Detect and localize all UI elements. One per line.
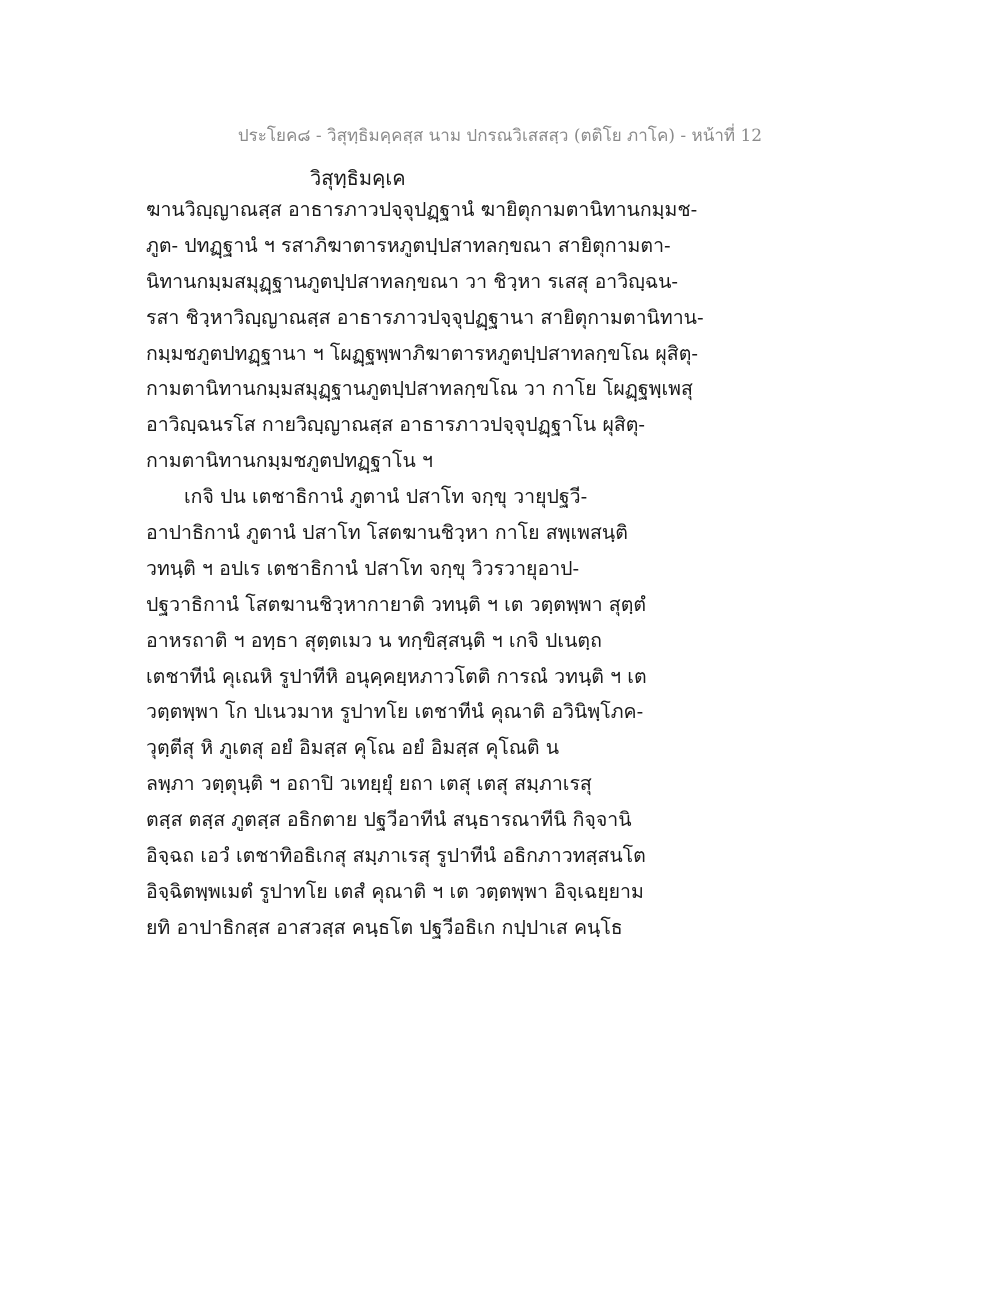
text-line: กามตานิทานกมฺมสมุฏฺฐานภูตปฺปสาทลกฺขโณ วา กาโย โผฏฺฐพฺเพสุ [146, 377, 693, 401]
text-line: ภูต- ปทฏฺฐานํ ฯ รสาภิฆาตารหภูตปฺปสาทลกฺขณา สายิตุกามตา- [146, 233, 671, 257]
text-line: เตชาทีนํ คุเณหิ รูปาทีหิ อนุคฺคยฺหภาวโตติ การณํ วทนฺติ ฯ เต [146, 664, 647, 688]
running-header: ประโยค๘ - วิสุทฺธิมคฺคสฺส นาม ปกรณวิเสสสฺว (ตติโย ภาโค) - หน้าที่ 12 [237, 126, 763, 146]
text-line: อาปาธิกานํ ภูตานํ ปสาโท โสตฆานชิวฺหา กาโย สพฺเพสนฺติ [146, 521, 628, 545]
text-line: กมฺมชภูตปทฏฺฐานา ฯ โผฏฺฐพฺพาภิฆาตารหภูตปฺปสาทลกฺขโณ ผุสิตุ- [146, 341, 698, 365]
text-line: กามตานิทานกมฺมชภูตปทฏฺฐาโน ฯ [146, 449, 433, 473]
text-line: นิทานกมฺมสมุฏฺฐานภูตปฺปสาทลกฺขณา วา ชิวฺหา รเสสุ อาวิญฺฉน- [146, 269, 679, 293]
body-text [146, 192, 706, 946]
text-line: อิจฺฉิตพฺพเมตํ รูปาทโย เตสํ คุณาติ ฯ เต วตฺตพฺพา อิจฺเฉยฺยาม [146, 879, 644, 903]
paragraph-first-line: เกจิ ปน เตชาธิกานํ ภูตานํ ปสาโท จกฺขุ วายุปฐวี- [184, 485, 588, 509]
text-line: วทนฺติ ฯ อปเร เตชาธิกานํ ปสาโท จกฺขุ วิวรวายุอาป- [146, 556, 580, 580]
text-line: วุตฺตีสุ หิ ภูเตสุ อยํ อิมสฺส คุโณ อยํ อิมสฺส คุโณติ น [146, 736, 560, 760]
text-line: ปฐวาธิกานํ โสตฆานชิวฺหากายาติ วทนฺติ ฯ เต วตฺตพฺพา สุตฺตํ [146, 592, 647, 616]
text-line: อิจฺฉถ เอวํ เตชาทิอธิเกสุ สมฺภาเรสุ รูปาทีนํ อธิกภาวทสฺสนโต [146, 844, 646, 868]
section-title: วิสุทฺธิมคฺเค [310, 166, 406, 190]
text-line: ฆานวิญฺญาณสฺส อาธารภาวปจฺจุปฏฺฐานํ ฆายิตุกามตานิทานกมฺมช- [146, 198, 698, 221]
text-line: ยทิ อาปาธิกสฺส อาสวสฺส คนฺธโต ปฐวีอธิเก กปฺปาเส คนฺโธ [146, 915, 623, 939]
text-line: รสา ชิวฺหาวิญฺญาณสฺส อาธารภาวปจฺจุปฏฺฐานา สายิตุกามตานิทาน- [146, 305, 704, 329]
text-line: วตฺตพฺพา โก ปเนวมาห รูปาทโย เตชาทีนํ คุณาติ อวินิพฺโภค- [146, 700, 644, 724]
text-line: อาวิญฺฉนรโส กายวิญฺญาณสฺส อาธารภาวปจฺจุปฏฺฐาโน ผุสิตุ- [146, 413, 646, 437]
text-line: ลพฺภา วตฺตุนฺติ ฯ อถาปิ วเทยฺยุํ ยถา เตสุ เตสุ สมฺภาเรสุ [146, 772, 592, 796]
text-line: ตสฺส ตสฺส ภูตสฺส อธิกตาย ปฐวีอาทีนํ สนฺธารณาทีนิ กิจฺจานิ [146, 808, 632, 832]
text-line: อาหรถาติ ฯ อทฺธา สุตฺตเมว น ทกฺขิสฺสนฺติ ฯ เกจิ ปเนตฺถ [146, 628, 602, 652]
